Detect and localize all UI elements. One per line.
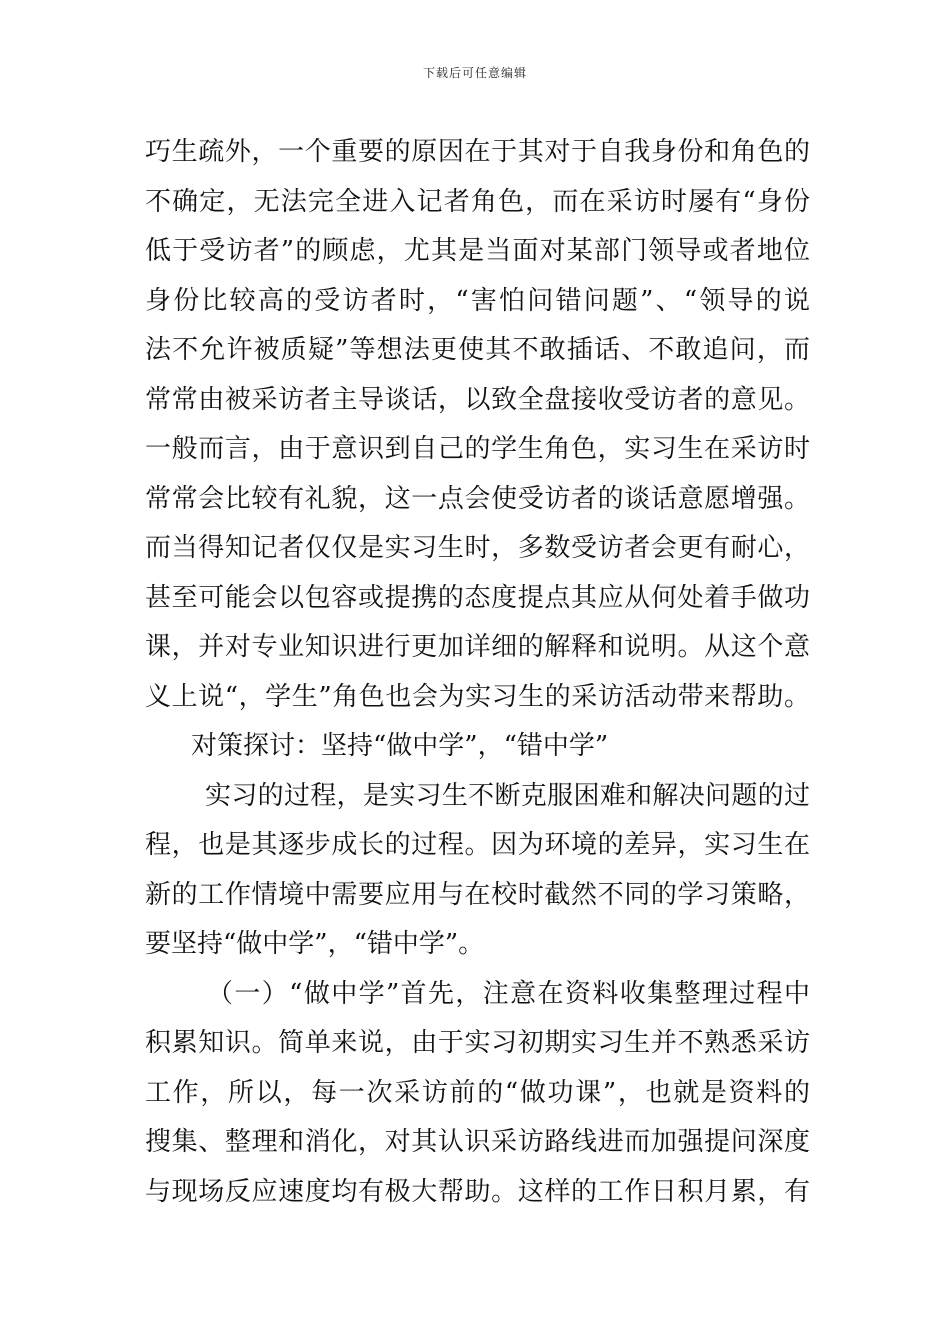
text-line: 积累知识。简单来说，由于实习初期实习生并不熟悉采访 — [145, 1028, 810, 1058]
text-line: 低于受访者”的顾虑，尤其是当面对某部门领导或者地位 — [145, 236, 810, 266]
text-line: 要坚持“做中学”，“错中学”。 — [145, 929, 485, 959]
document-body — [145, 128, 810, 1217]
text-line: 工作，所以，每一次采访前的“做功课”，也就是资料的 — [145, 1077, 810, 1108]
text-line: 不确定，无法完全进入记者角色，而在采访时屡有“身份 — [145, 186, 810, 217]
page-header: 下载后可任意编辑 — [422, 66, 527, 80]
text-line: 课，并对专业知识进行更加详细的解释和说明。从这个意 — [145, 632, 810, 662]
text-line: 与现场反应速度均有极大帮助。这样的工作日积月累，有 — [145, 1176, 810, 1207]
text-line: 常常会比较有礼貌，这一点会使受访者的谈话意愿增强。 — [145, 483, 810, 514]
text-line: （一）“做中学”首先，注意在资料收集整理过程中 — [207, 978, 810, 1009]
text-line: 搜集、整理和消化，对其认识采访路线进而加强提问深度 — [145, 1127, 810, 1157]
text-line: 身份比较高的受访者时，“害怕问错问题”、“领导的说 — [145, 285, 810, 316]
text-line: 巧生疏外，一个重要的原因在于其对于自我身份和角色的 — [145, 137, 810, 167]
text-line: 实习的过程，是实习生不断克服困难和解决问题的过 — [205, 780, 810, 811]
text-line: 甚至可能会以包容或提携的态度提点其应从何处着手做功 — [145, 582, 810, 613]
section-heading: 对策探讨：坚持“做中学”，“错中学” — [191, 731, 609, 761]
text-line: 义上说“，学生”角色也会为实习生的采访活动带来帮助。 — [145, 681, 810, 712]
text-line: 程，也是其逐步成长的过程。因为环境的差异，实习生在 — [145, 830, 810, 860]
text-line: 一般而言，由于意识到自己的学生角色，实习生在采访时 — [145, 434, 810, 464]
text-line: 法不允许被质疑”等想法更使其不敢插话、不敢追问，而 — [145, 335, 810, 365]
text-line: 常常由被采访者主导谈话，以致全盘接收受访者的意见。 — [145, 384, 810, 415]
text-line: 新的工作情境中需要应用与在校时截然不同的学习策略， — [145, 879, 810, 910]
text-line: 而当得知记者仅仅是实习生时，多数受访者会更有耐心， — [145, 533, 810, 563]
